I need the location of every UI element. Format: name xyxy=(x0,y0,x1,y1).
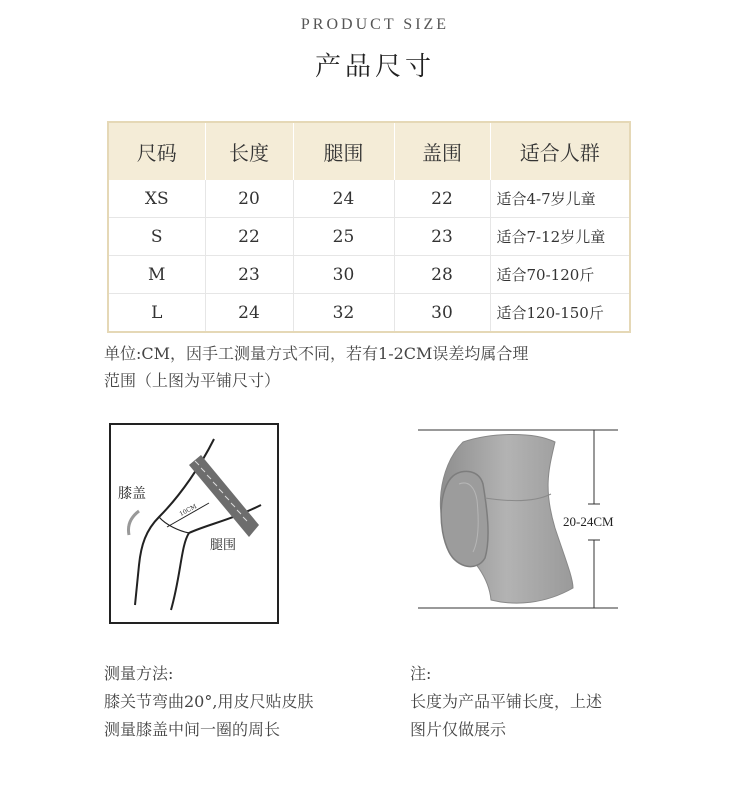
header-length: 长度 xyxy=(205,122,293,180)
cell-size: S xyxy=(108,218,205,256)
cell-leg: 25 xyxy=(293,218,394,256)
cell-knee: 22 xyxy=(394,180,490,218)
unit-note xyxy=(104,340,644,394)
header-size: 尺码 xyxy=(108,122,205,180)
cell-size: L xyxy=(108,294,205,333)
remark-note xyxy=(410,660,710,744)
measurement-method xyxy=(104,660,394,744)
measurement-diagram xyxy=(109,423,279,624)
method-line-2: 测量膝盖中间一圈的周长 xyxy=(104,720,281,739)
cell-leg: 24 xyxy=(293,180,394,218)
header-suitable-for: 适合人群 xyxy=(490,122,630,180)
product-photo xyxy=(415,428,625,613)
header-leg-circumference: 腿围 xyxy=(293,122,394,180)
cell-knee: 28 xyxy=(394,256,490,294)
cell-knee: 23 xyxy=(394,218,490,256)
cell-knee: 30 xyxy=(394,294,490,333)
tape-length-label: 10CM xyxy=(178,503,198,518)
remark-line-2: 图片仅做展示 xyxy=(410,720,507,739)
header-knee-circumference: 盖围 xyxy=(394,122,490,180)
leg-circumference-label: 腿围 xyxy=(210,538,237,553)
remark-heading: 注: xyxy=(410,664,432,683)
cell-length: 23 xyxy=(205,256,293,294)
leg-outline-illustration xyxy=(111,425,277,622)
cell-leg: 30 xyxy=(293,256,394,294)
cell-suitable: 适合70-120斤 xyxy=(490,256,630,294)
cell-length: 24 xyxy=(205,294,293,333)
table-row xyxy=(108,218,630,256)
unit-note-line-2: 范围（上图为平铺尺寸） xyxy=(104,371,281,390)
cell-length: 20 xyxy=(205,180,293,218)
cell-size: XS xyxy=(108,180,205,218)
table-row xyxy=(108,180,630,218)
table-row xyxy=(108,294,630,333)
method-line-1: 膝关节弯曲20°,用皮尺贴皮肤 xyxy=(104,692,314,711)
remark-line-1: 长度为产品平铺长度，上述 xyxy=(410,692,603,711)
kneecap-label: 膝盖 xyxy=(118,486,146,502)
size-table-header-row xyxy=(108,122,630,180)
size-table xyxy=(107,121,631,333)
cell-suitable: 适合120-150斤 xyxy=(490,294,630,333)
section-title: 产品尺寸 xyxy=(314,52,435,82)
section-subtitle: PRODUCT SIZE xyxy=(300,16,450,33)
cell-leg: 32 xyxy=(293,294,394,333)
dimension-label: 20-24CM xyxy=(563,514,614,529)
cell-suitable: 适合7-12岁儿童 xyxy=(490,218,630,256)
cell-size: M xyxy=(108,256,205,294)
method-heading: 测量方法: xyxy=(104,664,174,683)
unit-note-line-1: 单位:CM，因手工测量方式不同，若有1-2CM误差均属合理 xyxy=(104,344,529,363)
table-row xyxy=(108,256,630,294)
cell-suitable: 适合4-7岁儿童 xyxy=(490,180,630,218)
cell-length: 22 xyxy=(205,218,293,256)
